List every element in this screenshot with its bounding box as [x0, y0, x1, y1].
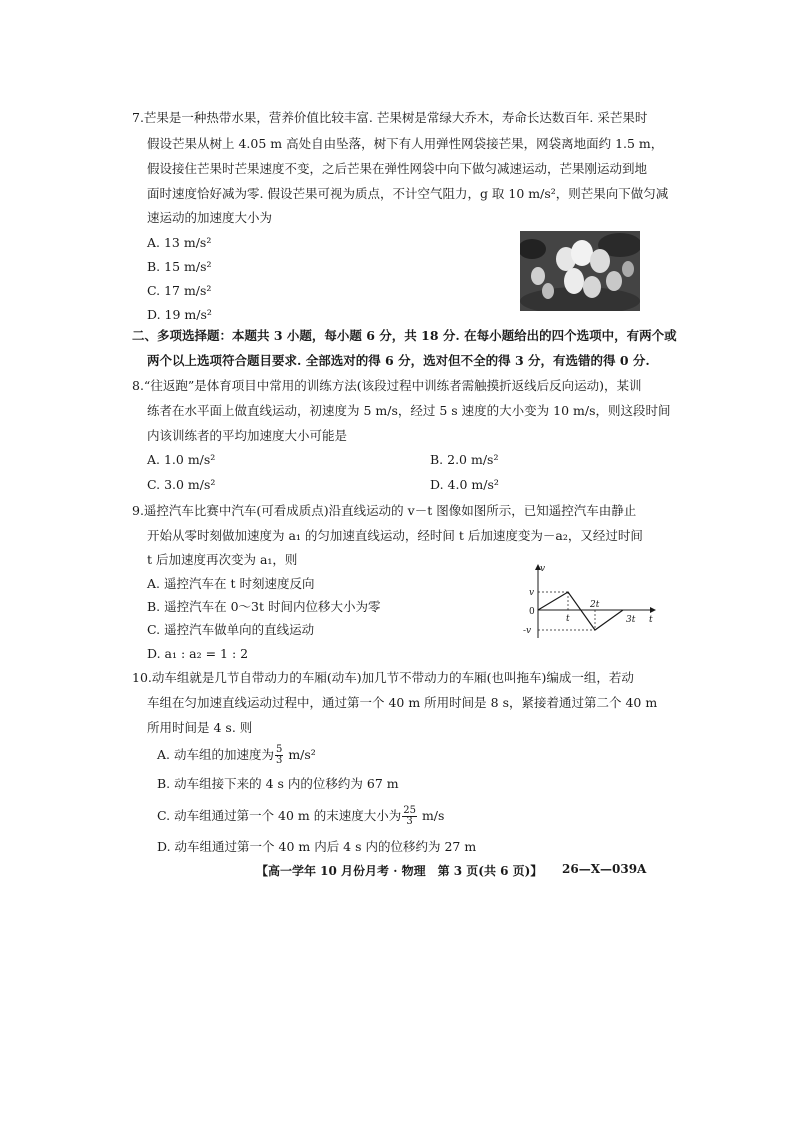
- page-footer-code: 26—X—039A: [562, 862, 647, 876]
- q8-option-b: B. 2.0 m/s²: [430, 452, 499, 467]
- q7-line-2: 假设芒果从树上 4.05 m 高处自由坠落，树下有人用弹性网袋接芒果，网袋离地面约 1.5 m，: [147, 136, 664, 151]
- q10-option-a: [157, 745, 316, 766]
- graph-t-axis-label: t: [649, 615, 653, 625]
- q10-option-c-suffix: m/s: [417, 808, 445, 823]
- q10-line-2: 车组在匀加速直线运动过程中，通过第一个 40 m 所用时间是 8 s，紧接着通过第二个 40 m: [147, 695, 658, 710]
- q9-option-d: D. a₁ : a₂ = 1 : 2: [147, 646, 249, 661]
- q9-line-1: 9.遥控汽车比赛中汽车(可看成质点)沿直线运动的 v－t 图像如图所示，已知遥控汽车由静止: [132, 503, 637, 518]
- q10-option-c: [157, 806, 444, 827]
- q10-option-c-prefix: C. 动车组通过第一个 40 m 的末速度大小为: [157, 808, 402, 823]
- fraction-numerator: 5: [275, 744, 283, 755]
- q7-line-3: 假设接住芒果时芒果速度不变，之后芒果在弹性网袋中向下做匀减速运动，芒果刚运动到地: [147, 161, 648, 176]
- q9-option-c: C. 遥控汽车做单向的直线运动: [147, 622, 315, 637]
- q9-option-b: B. 遥控汽车在 0～3t 时间内位移大小为零: [147, 599, 381, 614]
- q9-line-2: 开始从零时刻做加速度为 a₁ 的匀加速直线运动，经时间 t 后加速度变为－a₂，又经过时间: [147, 528, 643, 543]
- q10-option-b: B. 动车组接下来的 4 s 内的位移约为 67 m: [157, 776, 399, 791]
- graph-t2-label: 2t: [590, 600, 600, 610]
- vt-graph: [520, 562, 660, 642]
- q8-option-a: A. 1.0 m/s²: [147, 452, 216, 467]
- q8-line-3: 内该训练者的平均加速度大小可能是: [147, 428, 348, 443]
- q8-line-1: 8.“往返跑”是体育项目中常用的训练方法(该段过程中训练者需触摸折返线后反向运动)，某训: [132, 378, 642, 393]
- fraction-denominator: 3: [406, 816, 413, 827]
- graph-v-neg-label: -v: [523, 626, 532, 636]
- graph-origin-label: 0: [529, 607, 535, 617]
- fraction-denominator: 3: [275, 755, 283, 766]
- graph-v-pos-label: v: [529, 588, 535, 598]
- fraction-5-3: [275, 745, 283, 766]
- q10-line-1: 10.动车组就是几节自带动力的车厢(动车)加几节不带动力的车厢(也叫拖车)编成一组，若动: [132, 670, 634, 685]
- graph-t1-label: t: [566, 614, 570, 624]
- mango-photo: [520, 231, 640, 311]
- q8-option-d: D. 4.0 m/s²: [430, 477, 499, 492]
- q7-option-d: D. 19 m/s²: [147, 307, 212, 322]
- fraction-numerator: 25: [403, 805, 416, 816]
- q8-option-c: C. 3.0 m/s²: [147, 477, 216, 492]
- q10-option-a-prefix: A. 动车组的加速度为: [157, 747, 274, 762]
- q8-line-2: 练者在水平面上做直线运动，初速度为 5 m/s，经过 5 s 速度的大小变为 10 m/s，则这段时间: [147, 403, 671, 418]
- q10-option-a-suffix: m/s²: [284, 747, 316, 762]
- fraction-25-3: [402, 806, 417, 827]
- q7-option-b: B. 15 m/s²: [147, 259, 212, 274]
- q7-line-1: 7.芒果是一种热带水果，营养价值比较丰富. 芒果树是常绿大乔木，寿命长达数百年. 采芒果时: [132, 110, 648, 125]
- q7-line-4: 面时速度恰好减为零. 假设芒果可视为质点，不计空气阻力，g 取 10 m/s²，则芒果向下做匀减: [147, 186, 669, 201]
- q7-option-a: A. 13 m/s²: [147, 235, 212, 250]
- q10-line-3: 所用时间是 4 s. 则: [147, 720, 253, 735]
- graph-t3-label: 3t: [626, 615, 636, 625]
- page-footer-title: 【高一学年 10 月份月考 · 物理 第 3 页(共 6 页)】: [256, 864, 543, 878]
- q9-option-a: A. 遥控汽车在 t 时刻速度反向: [147, 576, 315, 591]
- section2-line-1: 二、多项选择题：本题共 3 小题，每小题 6 分，共 18 分. 在每小题给出的四个选项中，有两个或: [132, 328, 677, 343]
- q10-option-d: D. 动车组通过第一个 40 m 内后 4 s 内的位移约为 27 m: [157, 839, 477, 854]
- q9-line-3: t 后加速度再次变为 a₁，则: [147, 552, 298, 567]
- q7-line-5: 速运动的加速度大小为: [147, 210, 273, 225]
- section2-line-2: 两个以上选项符合题目要求. 全部选对的得 6 分，选对但不全的得 3 分，有选错的得 0 分.: [147, 353, 650, 368]
- q7-option-c: C. 17 m/s²: [147, 283, 212, 298]
- graph-v-axis-label: v: [540, 564, 546, 574]
